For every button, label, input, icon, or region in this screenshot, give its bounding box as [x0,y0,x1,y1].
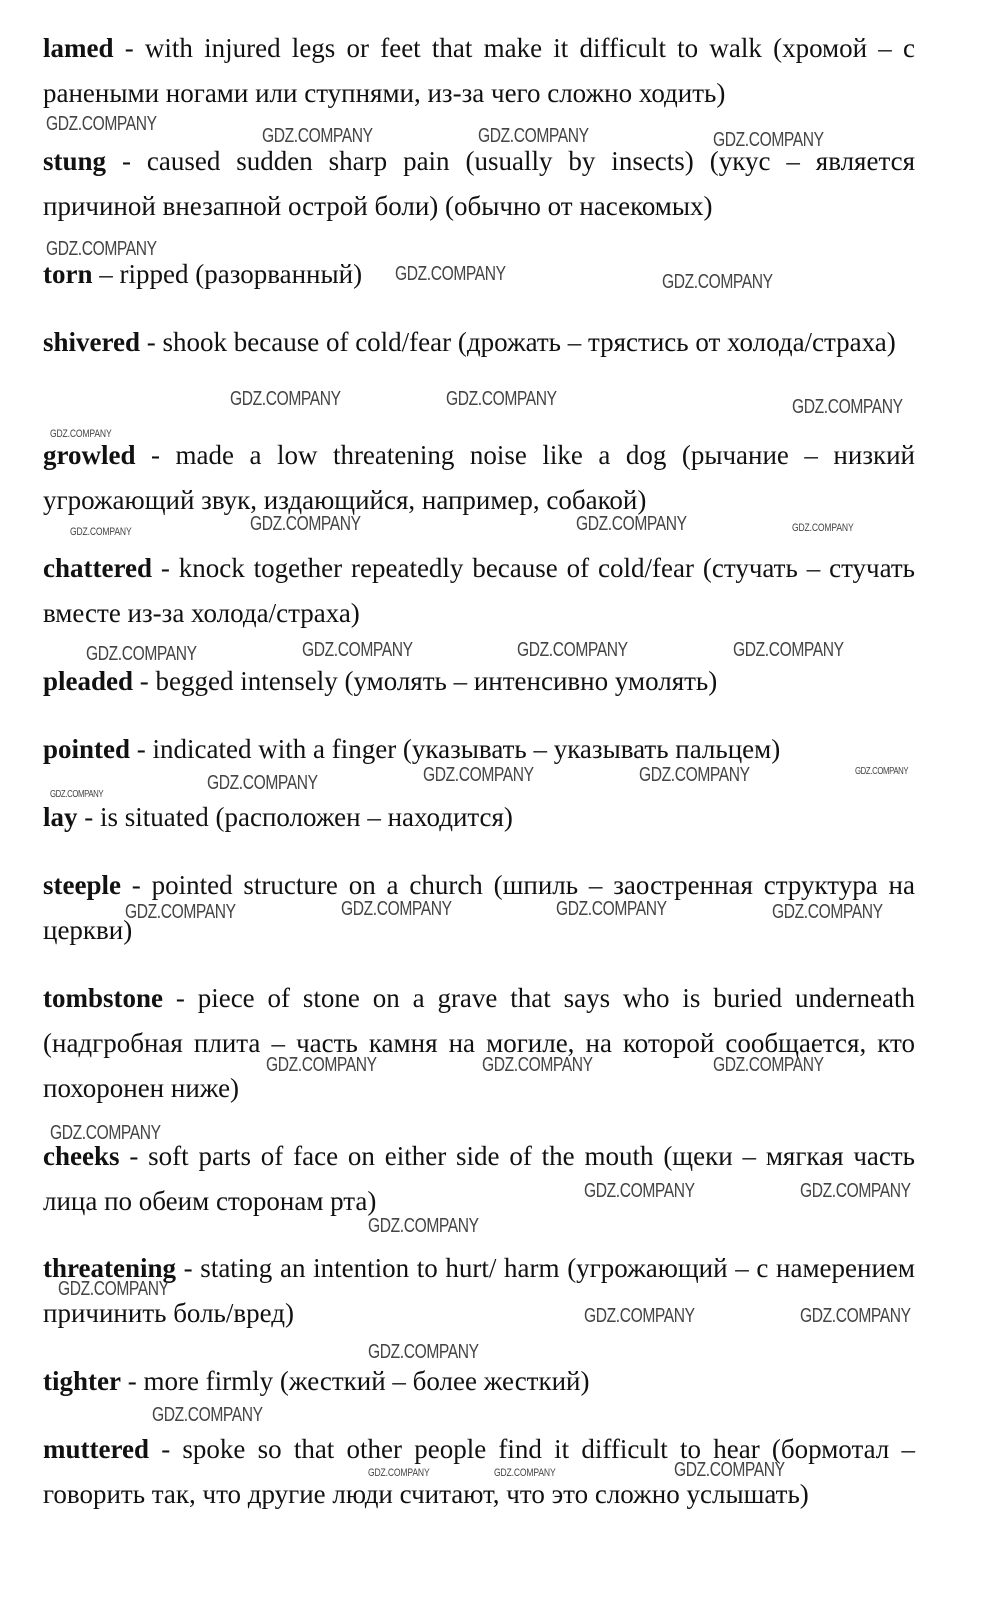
watermark: GDZ.COMPANY [576,513,687,535]
watermark: GDZ.COMPANY [800,1180,911,1202]
watermark: GDZ.COMPANY [152,1404,263,1426]
watermark: GDZ.COMPANY [395,263,506,285]
watermark: GDZ.COMPANY [262,125,373,147]
entry-tighter [43,1359,915,1404]
watermark: GDZ.COMPANY [584,1305,695,1327]
watermark: GDZ.COMPANY [58,1278,169,1300]
watermark: GDZ.COMPANY [478,125,589,147]
watermark: GDZ.COMPANY [46,113,157,135]
watermark: GDZ.COMPANY [662,271,773,293]
definition: - made a low threatening noise like a dog (рычание – низкий угрожающий звук, издающийся, например, собакой) [43,440,915,515]
entry-lay [43,795,915,840]
watermark: GDZ.COMPANY [70,526,132,538]
definition: - spoke so that other people find it difficult to hear (бормотал – говорить так, что другие люди считают, что это сложно услышать) [43,1434,915,1509]
watermark: GDZ.COMPANY [855,766,909,777]
term: lay [43,802,78,832]
term: muttered [43,1434,149,1464]
term: lamed [43,33,114,63]
definition: - soft parts of face on either side of the mouth (щеки – мягкая часть лица по обеим сторонам рта) [43,1141,915,1216]
entry-steeple [43,863,915,953]
watermark: GDZ.COMPANY [446,388,557,410]
entry-stung [43,139,915,229]
watermark: GDZ.COMPANY [250,513,361,535]
term: shivered [43,327,141,357]
watermark: GDZ.COMPANY [800,1305,911,1327]
term: tombstone [43,983,163,1013]
term: chattered [43,553,152,583]
watermark: GDZ.COMPANY [50,789,104,800]
watermark: GDZ.COMPANY [792,522,854,534]
watermark: GDZ.COMPANY [733,639,844,661]
entry-threatening [43,1246,915,1336]
definition: - stating an intention to hurt/ harm (угрожающий – с намерением причинить боль/вред) [43,1253,915,1328]
watermark: GDZ.COMPANY [713,1054,824,1076]
term: pleaded [43,666,134,696]
term: pointed [43,734,131,764]
definition: - caused sudden sharp pain (usually by insects) (укус – является причиной внезапной острой боли) (обычно от насекомых) [43,146,915,221]
entry-growled [43,433,915,523]
entry-torn [43,252,915,297]
definition: - more firmly (жесткий – более жесткий) [120,1366,590,1396]
watermark: GDZ.COMPANY [584,1180,695,1202]
watermark: GDZ.COMPANY [230,388,341,410]
entry-cheeks [43,1134,915,1224]
watermark: GDZ.COMPANY [125,901,236,923]
watermark: GDZ.COMPANY [266,1054,377,1076]
watermark: GDZ.COMPANY [792,396,903,418]
watermark: GDZ.COMPANY [674,1459,785,1481]
definition: - piece of stone on a grave that says who is buried underneath (надгробная плита – часть камня на могиле, на которой сообщается, кто похоронен ниже) [43,983,915,1103]
watermark: GDZ.COMPANY [341,898,452,920]
entry-pleaded [43,659,915,704]
watermark: GDZ.COMPANY [368,1467,430,1479]
watermark: GDZ.COMPANY [713,129,824,151]
term: stung [43,146,107,176]
definition: - is situated (расположен – находится) [77,802,513,832]
term: tighter [43,1366,121,1396]
entry-chattered [43,546,915,636]
term: torn [43,259,93,289]
entry-tombstone [43,976,915,1111]
watermark: GDZ.COMPANY [423,764,534,786]
watermark: GDZ.COMPANY [517,639,628,661]
definition: - indicated with a finger (указывать – указывать пальцем) [130,734,781,764]
watermark: GDZ.COMPANY [772,901,883,923]
definition: - knock together repeatedly because of cold/fear (стучать – стучать вместе из-за холода/страха) [43,553,915,628]
watermark: GDZ.COMPANY [207,772,318,794]
watermark: GDZ.COMPANY [556,898,667,920]
entry-pointed [43,727,915,772]
watermark: GDZ.COMPANY [50,428,112,440]
watermark: GDZ.COMPANY [46,238,157,260]
definition: - begged intensely (умолять – интенсивно умолять) [133,666,718,696]
term: threatening [43,1253,176,1283]
term: growled [43,440,136,470]
entry-muttered [43,1427,915,1517]
definition: - with injured legs or feet that make it difficult to walk (хромой – с ранеными ногами или ступнями, из-за чего сложно ходить) [43,33,915,108]
entry-shivered [43,320,915,365]
watermark: GDZ.COMPANY [302,639,413,661]
watermark: GDZ.COMPANY [494,1467,556,1479]
definition: - pointed structure on a church (шпиль – заостренная структура на церкви) [43,870,915,945]
watermark: GDZ.COMPANY [86,643,197,665]
watermark: GDZ.COMPANY [482,1054,593,1076]
definition: – ripped (разорванный) [92,259,363,289]
entry-lamed [43,26,915,116]
watermark: GDZ.COMPANY [368,1215,479,1237]
term: cheeks [43,1141,120,1171]
definition: - shook because of cold/fear (дрожать – трястись от холода/страха) [140,327,896,357]
watermark: GDZ.COMPANY [639,764,750,786]
term: steeple [43,870,121,900]
watermark: GDZ.COMPANY [368,1341,479,1363]
watermark: GDZ.COMPANY [50,1122,161,1144]
